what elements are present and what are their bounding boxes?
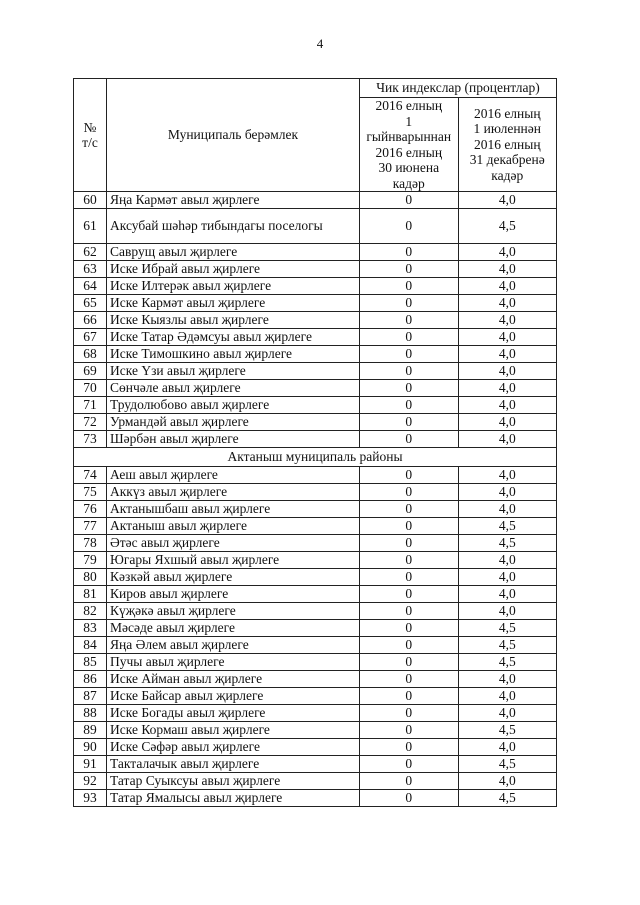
table-row [74, 705, 557, 722]
row-index-period-2: 4,5 [458, 518, 557, 535]
row-index-period-1: 0 [360, 722, 459, 739]
tariff-index-table [73, 78, 557, 807]
header-municipality-label: Муниципаль берәмлек [167, 127, 299, 143]
row-number: 60 [74, 192, 107, 209]
table-body-second [74, 467, 557, 807]
row-number: 90 [74, 739, 107, 756]
section-row [74, 448, 557, 467]
row-number: 86 [74, 671, 107, 688]
row-index-period-1: 0 [360, 261, 459, 278]
row-municipality-name: Саврущ авыл җирлеге [107, 244, 360, 261]
row-index-period-1: 0 [360, 654, 459, 671]
row-number: 62 [74, 244, 107, 261]
row-number: 85 [74, 654, 107, 671]
header-index-group-label: Чик индекслар (процентлар) [376, 80, 540, 96]
row-municipality-name: Мәсәде авыл җирлеге [107, 620, 360, 637]
table-row [74, 397, 557, 414]
table-row [74, 380, 557, 397]
row-index-period-2: 4,0 [458, 244, 557, 261]
row-index-period-2: 4,0 [458, 467, 557, 484]
row-municipality-name: Иске Илтерәк авыл җирлеге [107, 278, 360, 295]
row-index-period-2: 4,5 [458, 637, 557, 654]
row-index-period-2: 4,0 [458, 346, 557, 363]
row-number: 89 [74, 722, 107, 739]
table-body-first [74, 192, 557, 448]
table-row [74, 363, 557, 380]
row-number: 78 [74, 535, 107, 552]
row-index-period-2: 4,5 [458, 756, 557, 773]
row-index-period-1: 0 [360, 209, 459, 244]
row-municipality-name: Иске Татар Әдәмсуы авыл җирлеге [107, 329, 360, 346]
section-title: Актаныш муниципаль районы [74, 448, 557, 467]
row-municipality-name: Сөнчәле авыл җирлеге [107, 380, 360, 397]
row-number: 73 [74, 431, 107, 448]
row-municipality-name: Иске Кармәт авыл җирлеге [107, 295, 360, 312]
row-index-period-1: 0 [360, 329, 459, 346]
row-municipality-name: Иске Тимошкино авыл җирлеге [107, 346, 360, 363]
table-row [74, 535, 557, 552]
row-index-period-1: 0 [360, 467, 459, 484]
row-index-period-2: 4,0 [458, 552, 557, 569]
row-index-period-2: 4,0 [458, 773, 557, 790]
table-row [74, 329, 557, 346]
row-municipality-name: Әтәс авыл җирлеге [107, 535, 360, 552]
row-index-period-1: 0 [360, 192, 459, 209]
row-index-period-1: 0 [360, 603, 459, 620]
table-row [74, 244, 557, 261]
row-index-period-2: 4,0 [458, 278, 557, 295]
table-row [74, 467, 557, 484]
header-index-group [360, 79, 557, 98]
row-municipality-name: Иске Богады авыл җирлеге [107, 705, 360, 722]
row-municipality-name: Татар Ямалысы авыл җирлеге [107, 790, 360, 807]
row-index-period-2: 4,0 [458, 501, 557, 518]
table-row [74, 414, 557, 431]
table-row [74, 295, 557, 312]
page-number: 4 [316, 36, 324, 51]
table-row [74, 484, 557, 501]
row-number: 77 [74, 518, 107, 535]
row-municipality-name: Югары Яхшый авыл җирлеге [107, 552, 360, 569]
row-number: 74 [74, 467, 107, 484]
table-row [74, 586, 557, 603]
row-municipality-name: Актаныш авыл җирлеге [107, 518, 360, 535]
row-index-period-1: 0 [360, 637, 459, 654]
row-index-period-1: 0 [360, 244, 459, 261]
row-index-period-1: 0 [360, 671, 459, 688]
row-index-period-2: 4,0 [458, 431, 557, 448]
row-index-period-1: 0 [360, 569, 459, 586]
row-index-period-2: 4,0 [458, 397, 557, 414]
row-municipality-name: Шәрбән авыл җирлеге [107, 431, 360, 448]
row-index-period-2: 4,0 [458, 414, 557, 431]
row-index-period-1: 0 [360, 586, 459, 603]
row-municipality-name: Яңа Кармәт авыл җирлеге [107, 192, 360, 209]
row-index-period-1: 0 [360, 756, 459, 773]
table-row [74, 501, 557, 518]
row-number: 65 [74, 295, 107, 312]
row-municipality-name: Иске Сәфәр авыл җирлеге [107, 739, 360, 756]
row-index-period-2: 4,0 [458, 739, 557, 756]
table-row [74, 671, 557, 688]
table-row [74, 654, 557, 671]
row-index-period-1: 0 [360, 484, 459, 501]
row-municipality-name: Татар Суыксуы авыл җирлеге [107, 773, 360, 790]
row-index-period-2: 4,0 [458, 312, 557, 329]
row-index-period-1: 0 [360, 790, 459, 807]
row-index-period-1: 0 [360, 501, 459, 518]
header-municipality [107, 79, 360, 192]
row-municipality-name: Иске Айман авыл җирлеге [107, 671, 360, 688]
row-number: 93 [74, 790, 107, 807]
row-index-period-2: 4,5 [458, 722, 557, 739]
table-row [74, 518, 557, 535]
row-index-period-2: 4,0 [458, 586, 557, 603]
row-municipality-name: Күҗәкә авыл җирлеге [107, 603, 360, 620]
table-row [74, 569, 557, 586]
table-row [74, 620, 557, 637]
row-index-period-1: 0 [360, 431, 459, 448]
header-period-2 [458, 98, 557, 192]
header-num-label: № т/с [82, 119, 98, 151]
table-row [74, 552, 557, 569]
row-index-period-2: 4,0 [458, 484, 557, 501]
row-index-period-1: 0 [360, 518, 459, 535]
row-index-period-2: 4,5 [458, 790, 557, 807]
row-number: 91 [74, 756, 107, 773]
row-index-period-1: 0 [360, 346, 459, 363]
row-number: 84 [74, 637, 107, 654]
row-index-period-2: 4,0 [458, 705, 557, 722]
table-row [74, 756, 557, 773]
header-period-1 [360, 98, 459, 192]
row-municipality-name: Аеш авыл җирлеге [107, 467, 360, 484]
row-number: 72 [74, 414, 107, 431]
row-index-period-2: 4,0 [458, 192, 557, 209]
table-row [74, 739, 557, 756]
row-index-period-2: 4,5 [458, 535, 557, 552]
row-municipality-name: Урмандәй авыл җирлеге [107, 414, 360, 431]
header-row-group [74, 79, 557, 98]
header-period-1-label: 2016 елның 1 гыйнварыннан 2016 елның 30 июнена кадәр [366, 98, 452, 191]
row-number: 66 [74, 312, 107, 329]
row-number: 76 [74, 501, 107, 518]
row-index-period-2: 4,5 [458, 654, 557, 671]
row-municipality-name: Такталачык авыл җирлеге [107, 756, 360, 773]
row-municipality-name: Иске Кормаш авыл җирлеге [107, 722, 360, 739]
row-number: 75 [74, 484, 107, 501]
row-index-period-1: 0 [360, 688, 459, 705]
row-index-period-1: 0 [360, 773, 459, 790]
row-index-period-1: 0 [360, 705, 459, 722]
row-index-period-2: 4,0 [458, 671, 557, 688]
row-index-period-2: 4,0 [458, 329, 557, 346]
row-index-period-1: 0 [360, 312, 459, 329]
table-row [74, 209, 557, 244]
row-index-period-1: 0 [360, 739, 459, 756]
header-period-2-label: 2016 елның 1 июленнән 2016 елның 31 декабренә кадәр [469, 105, 545, 183]
row-number: 81 [74, 586, 107, 603]
row-index-period-2: 4,0 [458, 261, 557, 278]
row-number: 64 [74, 278, 107, 295]
table-row [74, 688, 557, 705]
row-number: 79 [74, 552, 107, 569]
row-number: 87 [74, 688, 107, 705]
row-number: 61 [74, 209, 107, 244]
row-number: 67 [74, 329, 107, 346]
table-row [74, 312, 557, 329]
table-row [74, 192, 557, 209]
row-number: 63 [74, 261, 107, 278]
row-index-period-2: 4,0 [458, 603, 557, 620]
table-row [74, 790, 557, 807]
table-row [74, 603, 557, 620]
row-municipality-name: Аккүз авыл җирлеге [107, 484, 360, 501]
row-index-period-2: 4,0 [458, 380, 557, 397]
row-index-period-1: 0 [360, 363, 459, 380]
row-index-period-2: 4,0 [458, 569, 557, 586]
row-number: 70 [74, 380, 107, 397]
row-municipality-name: Иске Ибрай авыл җирлеге [107, 261, 360, 278]
row-municipality-name: Яңа Әлем авыл җирлеге [107, 637, 360, 654]
row-index-period-2: 4,0 [458, 295, 557, 312]
row-number: 69 [74, 363, 107, 380]
row-municipality-name: Трудолюбово авыл җирлеге [107, 397, 360, 414]
row-index-period-1: 0 [360, 380, 459, 397]
row-index-period-1: 0 [360, 535, 459, 552]
row-municipality-name: Актанышбаш авыл җирлеге [107, 501, 360, 518]
row-municipality-name: Иске Үзи авыл җирлеге [107, 363, 360, 380]
row-number: 92 [74, 773, 107, 790]
row-municipality-name: Иске Байсар авыл җирлеге [107, 688, 360, 705]
row-index-period-1: 0 [360, 397, 459, 414]
row-index-period-2: 4,5 [458, 620, 557, 637]
row-number: 83 [74, 620, 107, 637]
table-row [74, 773, 557, 790]
row-index-period-1: 0 [360, 414, 459, 431]
table-row [74, 278, 557, 295]
table-row [74, 346, 557, 363]
row-number: 71 [74, 397, 107, 414]
table-row [74, 431, 557, 448]
row-number: 88 [74, 705, 107, 722]
section-group [74, 448, 557, 467]
row-index-period-2: 4,0 [458, 363, 557, 380]
row-index-period-1: 0 [360, 278, 459, 295]
table-row [74, 722, 557, 739]
row-municipality-name: Киров авыл җирлеге [107, 586, 360, 603]
row-index-period-1: 0 [360, 552, 459, 569]
header-num [74, 79, 107, 192]
row-index-period-1: 0 [360, 620, 459, 637]
table-row [74, 637, 557, 654]
row-number: 80 [74, 569, 107, 586]
row-municipality-name: Иске Кыязлы авыл җирлеге [107, 312, 360, 329]
row-municipality-name: Кәзкәй авыл җирлеге [107, 569, 360, 586]
row-number: 82 [74, 603, 107, 620]
row-index-period-2: 4,0 [458, 688, 557, 705]
row-municipality-name: Аксубай шәһәр тибындагы поселогы [107, 209, 360, 244]
row-index-period-2: 4,5 [458, 209, 557, 244]
table-row [74, 261, 557, 278]
row-number: 68 [74, 346, 107, 363]
row-index-period-1: 0 [360, 295, 459, 312]
row-municipality-name: Пучы авыл җирлеге [107, 654, 360, 671]
